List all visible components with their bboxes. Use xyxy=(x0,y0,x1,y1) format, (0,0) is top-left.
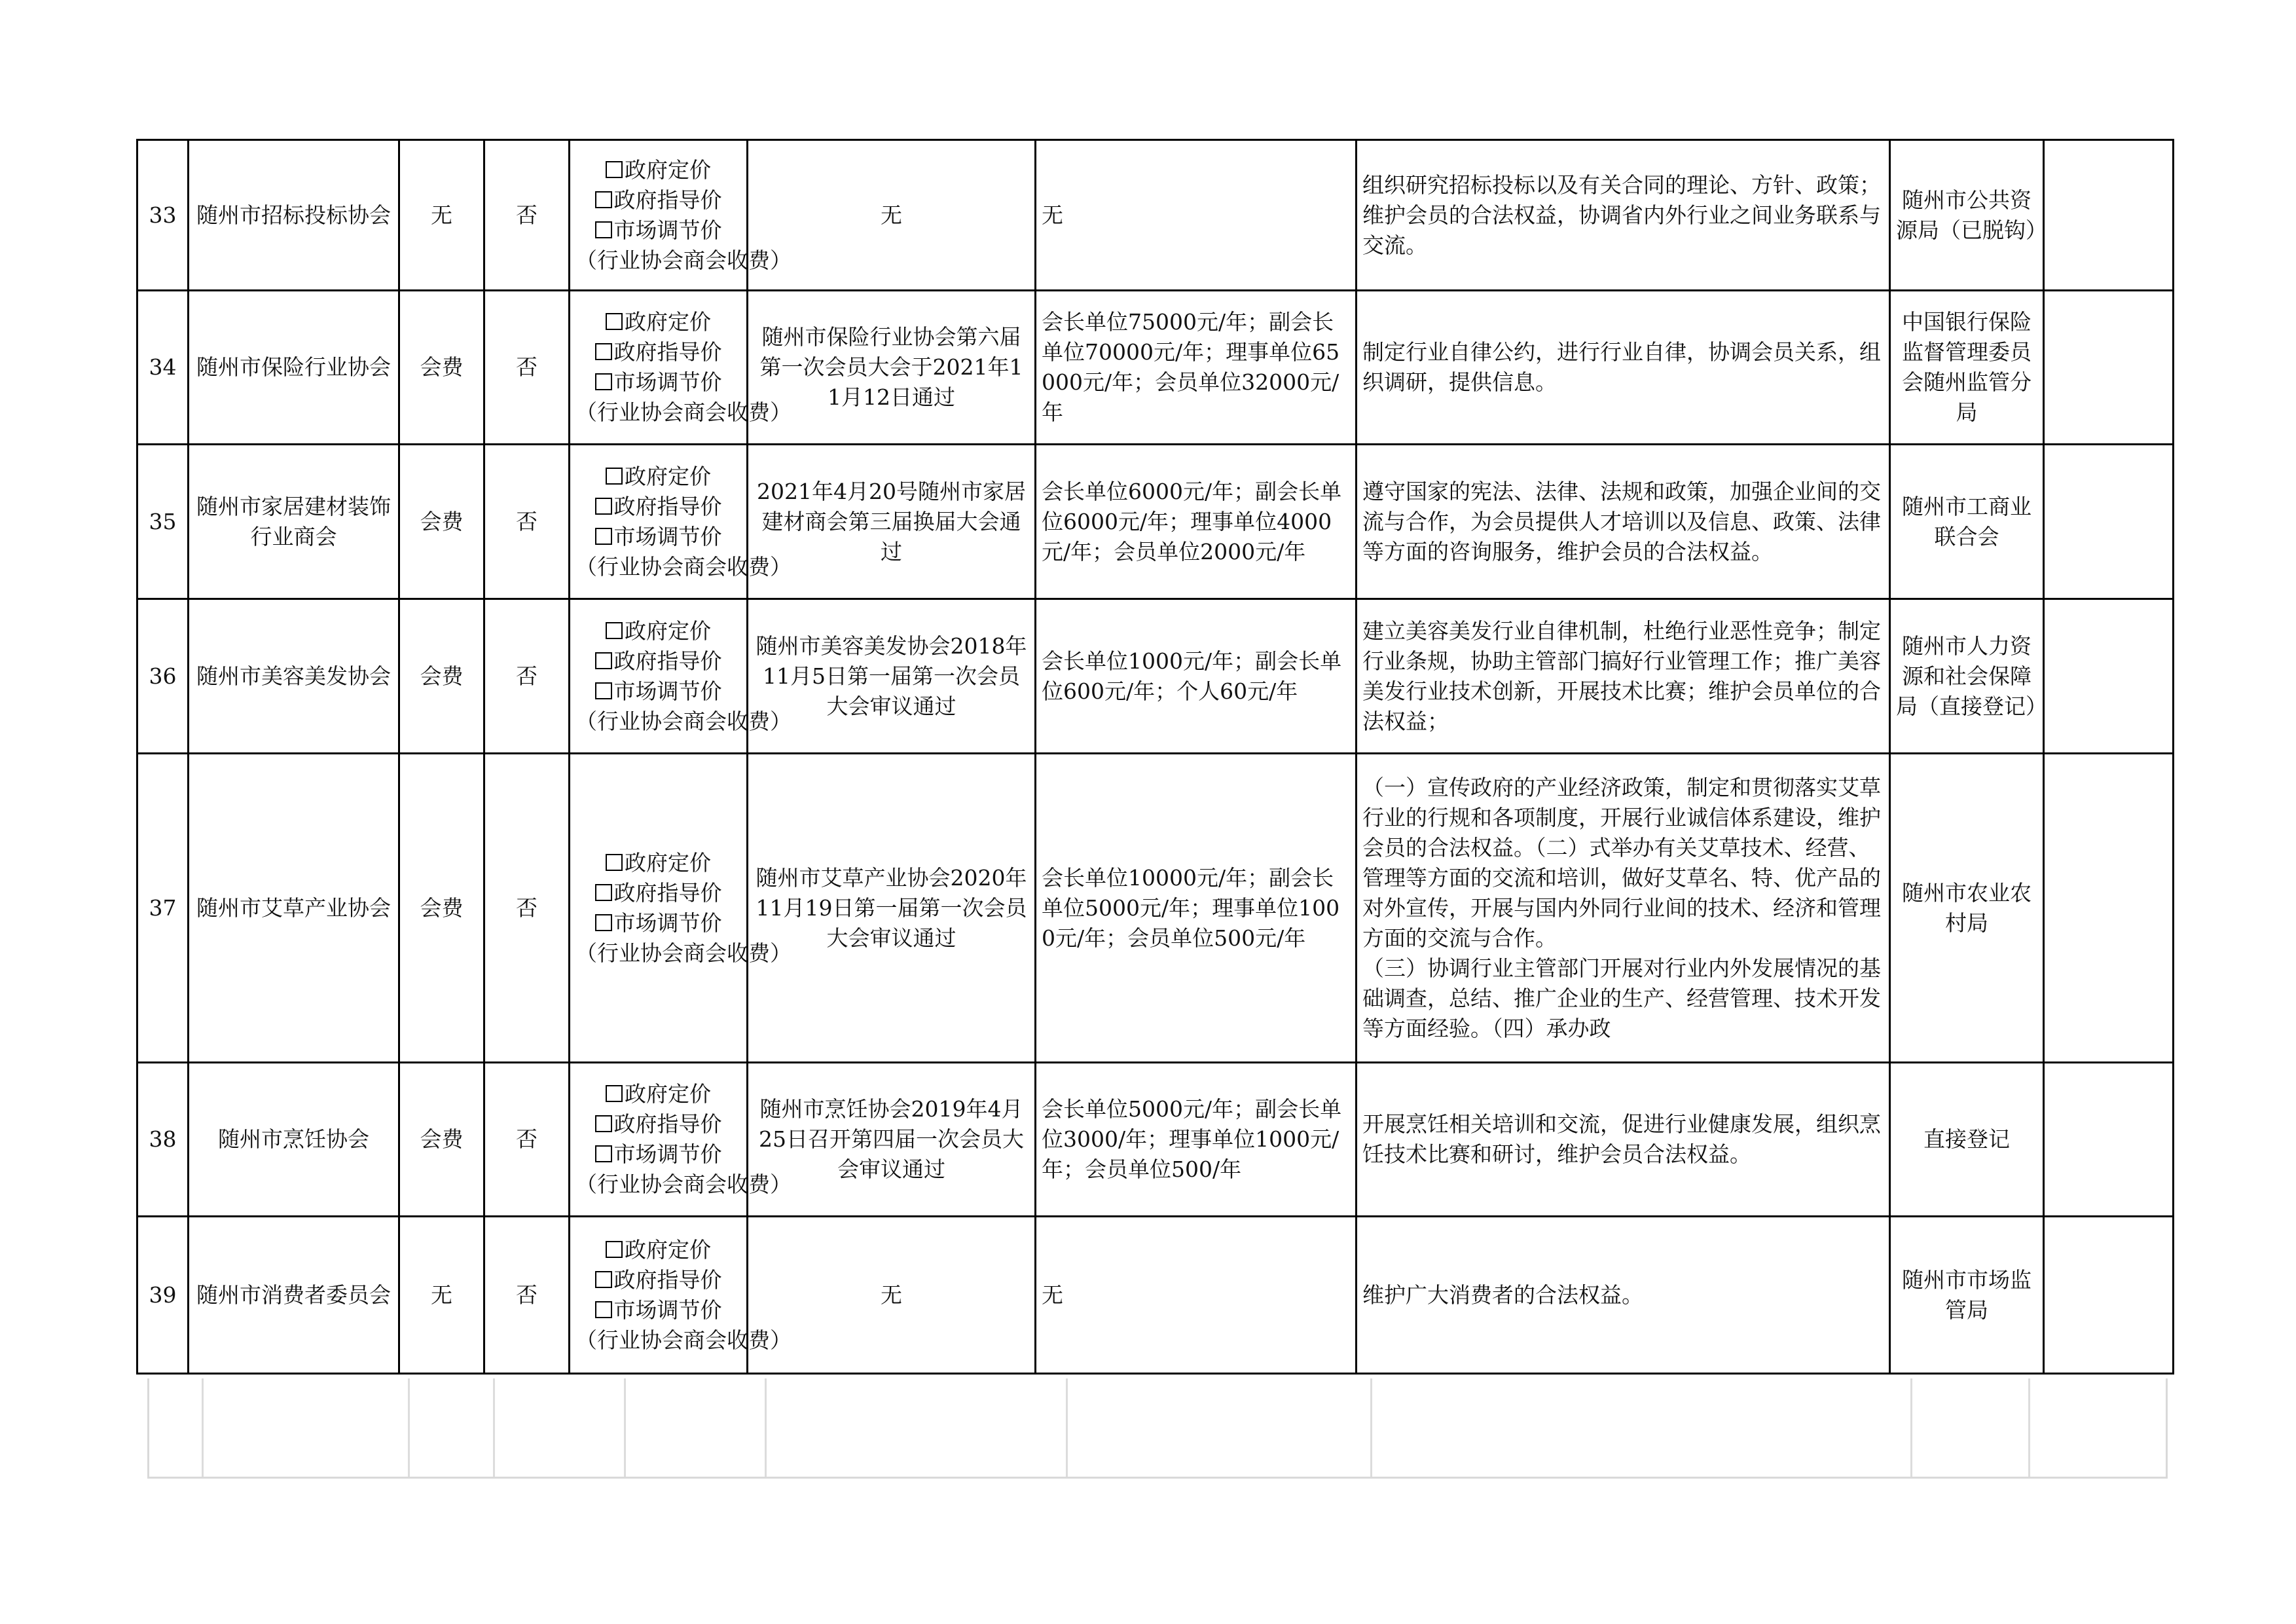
pricing-option-row: 政府定价 xyxy=(575,1079,741,1109)
row-number: 33 xyxy=(137,140,189,291)
fee-item: 会费 xyxy=(399,754,484,1063)
pricing-option-row: 政府定价 xyxy=(575,1235,741,1265)
pricing-option-row: 政府指导价 xyxy=(575,492,741,522)
remarks xyxy=(2044,1063,2174,1217)
service-content: （一）宣传政府的产业经济政策，制定和贯彻落实艾草行业的行规和各项制度，开展行业诚信体系建设，维护会员的合法权益。（二）式举办有关艾草技术、经营、管理等方面的交流和培训，做好艾草名、特、优产品的对外宣传，开展与国内外同行业间的技术、经济和管理方面的交流与合作。 （三）协调行业主管部门开展对行业内外发展情况的基础调查，总结、推广企业的生产、经营管理、技术开发等方面经验。（四）承办政 xyxy=(1357,754,1890,1063)
supervisor-unit: 直接登记 xyxy=(1890,1063,2044,1217)
fee-standard: 会长单位5000元/年；副会长单位3000/年；理事单位1000元/年；会员单位500/年 xyxy=(1036,1063,1357,1217)
fee-standard: 无 xyxy=(1036,140,1357,291)
checkbox-icon xyxy=(595,1145,612,1162)
checkbox-icon xyxy=(595,1115,612,1132)
fee-standard: 会长单位10000元/年；副会长单位5000元/年；理事单位1000元/年；会员单位500元/年 xyxy=(1036,754,1357,1063)
admin-license: 否 xyxy=(484,754,570,1063)
checkbox-icon xyxy=(595,652,612,669)
pricing-option-row: 政府指导价 xyxy=(575,1109,741,1139)
fee-basis: 无 xyxy=(748,1217,1036,1374)
checkbox-icon xyxy=(595,884,612,901)
association-name: 随州市美容美发协会 xyxy=(189,599,399,754)
table-row xyxy=(137,140,2174,291)
checkbox-icon xyxy=(606,161,623,178)
fee-basis: 随州市烹饪协会2019年4月25日召开第四届一次会员大会审议通过 xyxy=(748,1063,1036,1217)
row-number: 38 xyxy=(137,1063,189,1217)
supervisor-unit: 随州市农业农村局 xyxy=(1890,754,2044,1063)
association-fee-table xyxy=(136,139,2174,1375)
fee-item: 无 xyxy=(399,1217,484,1374)
pricing-option-row: 市场调节价 xyxy=(575,1295,741,1325)
pricing-option-row: 政府定价 xyxy=(575,462,741,492)
pricing-options xyxy=(570,1063,792,1217)
remarks xyxy=(2044,291,2174,445)
remarks xyxy=(2044,140,2174,291)
admin-license: 否 xyxy=(484,445,570,599)
fee-basis: 随州市美容美发协会2018年11月5日第一届第一次会员大会审议通过 xyxy=(748,599,1036,754)
fee-standard: 无 xyxy=(1036,1217,1357,1374)
fee-basis: 随州市艾草产业协会2020年11月19日第一届第一次会员大会审议通过 xyxy=(748,754,1036,1063)
table-row xyxy=(137,754,2174,1063)
fee-basis: 随州市保险行业协会第六届第一次会员大会于2021年11月12日通过 xyxy=(748,291,1036,445)
pricing-note: （行业协会商会收费） xyxy=(575,940,792,966)
pricing-options xyxy=(570,445,792,599)
pricing-option-row: 市场调节价 xyxy=(575,1139,741,1170)
pricing-option-row: 政府指导价 xyxy=(575,337,741,367)
table-row xyxy=(137,1063,2174,1217)
checkbox-icon xyxy=(606,1085,623,1102)
pricing-note: （行业协会商会收费） xyxy=(575,247,792,273)
supervisor-unit: 随州市工商业联合会 xyxy=(1890,445,2044,599)
supervisor-unit: 随州市公共资源局（已脱钩） xyxy=(1890,140,2044,291)
row-number: 34 xyxy=(137,291,189,445)
row-number: 35 xyxy=(137,445,189,599)
row-number: 36 xyxy=(137,599,189,754)
show-through-ghost-lines xyxy=(147,1378,2168,1479)
admin-license: 否 xyxy=(484,140,570,291)
association-name: 随州市保险行业协会 xyxy=(189,291,399,445)
fee-standard: 会长单位75000元/年；副会长单位70000元/年；理事单位65000元/年；会员单位32000元/年 xyxy=(1036,291,1357,445)
pricing-options xyxy=(570,140,792,291)
fee-basis: 无 xyxy=(748,140,1036,291)
pricing-option-row: 市场调节价 xyxy=(575,908,741,938)
table-row xyxy=(137,599,2174,754)
pricing-note: （行业协会商会收费） xyxy=(575,553,792,580)
checkbox-icon xyxy=(595,343,612,360)
fee-item: 会费 xyxy=(399,599,484,754)
pricing-note: （行业协会商会收费） xyxy=(575,1327,792,1353)
service-content: 制定行业自律公约，进行行业自律，协调会员关系，组织调研，提供信息。 xyxy=(1357,291,1890,445)
checkbox-icon xyxy=(606,854,623,871)
table-row xyxy=(137,1217,2174,1374)
checkbox-icon xyxy=(595,528,612,545)
service-content-continued: （三）协调行业主管部门开展对行业内外发展情况的基础调查，总结、推广企业的生产、经营管理、技术开发等方面经验。（四）承办政 xyxy=(1362,955,1881,1041)
checkbox-icon xyxy=(595,682,612,699)
pricing-options xyxy=(570,754,792,1063)
fee-item: 会费 xyxy=(399,291,484,445)
checkbox-icon xyxy=(606,622,623,639)
pricing-option-row: 市场调节价 xyxy=(575,367,741,397)
pricing-option-row: 政府指导价 xyxy=(575,185,741,215)
fee-item: 会费 xyxy=(399,1063,484,1217)
pricing-option-row: 政府指导价 xyxy=(575,646,741,676)
service-content: 遵守国家的宪法、法律、法规和政策，加强企业间的交流与合作，为会员提供人才培训以及信息、政策、法律等方面的咨询服务，维护会员的合法权益。 xyxy=(1357,445,1890,599)
pricing-option-row: 政府定价 xyxy=(575,155,741,185)
association-name: 随州市烹饪协会 xyxy=(189,1063,399,1217)
supervisor-unit: 随州市人力资源和社会保障局（直接登记） xyxy=(1890,599,2044,754)
row-number: 37 xyxy=(137,754,189,1063)
checkbox-icon xyxy=(606,468,623,485)
association-name: 随州市家居建材装饰行业商会 xyxy=(189,445,399,599)
pricing-note: （行业协会商会收费） xyxy=(575,708,792,734)
pricing-option-row: 市场调节价 xyxy=(575,215,741,246)
checkbox-icon xyxy=(595,1301,612,1318)
pricing-option-row: 政府定价 xyxy=(575,307,741,337)
checkbox-icon xyxy=(595,914,612,931)
admin-license: 否 xyxy=(484,291,570,445)
remarks xyxy=(2044,1217,2174,1374)
table-row xyxy=(137,445,2174,599)
fee-item: 会费 xyxy=(399,445,484,599)
remarks xyxy=(2044,599,2174,754)
remarks xyxy=(2044,445,2174,599)
pricing-options xyxy=(570,599,792,754)
pricing-option-row: 政府定价 xyxy=(575,616,741,646)
pricing-option-row: 政府指导价 xyxy=(575,878,741,908)
checkbox-icon xyxy=(606,1241,623,1258)
admin-license: 否 xyxy=(484,1063,570,1217)
supervisor-unit: 中国银行保险监督管理委员会随州监管分局 xyxy=(1890,291,2044,445)
row-number: 39 xyxy=(137,1217,189,1374)
pricing-note: （行业协会商会收费） xyxy=(575,1172,792,1197)
association-name: 随州市艾草产业协会 xyxy=(189,754,399,1063)
service-content: 开展烹饪相关培训和交流，促进行业健康发展，组织烹饪技术比赛和研讨，维护会员合法权益。 xyxy=(1357,1063,1890,1217)
pricing-note: （行业协会商会收费） xyxy=(575,399,792,425)
fee-basis: 2021年4月20号随州市家居建材商会第三届换届大会通过 xyxy=(748,445,1036,599)
checkbox-icon xyxy=(595,191,612,208)
checkbox-icon xyxy=(595,498,612,515)
service-content: 建立美容美发行业自律机制，杜绝行业恶性竞争；制定行业条规，协助主管部门搞好行业管理工作；推广美容美发行业技术创新，开展技术比赛；维护会员单位的合法权益； xyxy=(1357,599,1890,754)
association-name: 随州市消费者委员会 xyxy=(189,1217,399,1374)
association-name: 随州市招标投标协会 xyxy=(189,140,399,291)
pricing-option-row: 政府指导价 xyxy=(575,1265,741,1295)
checkbox-icon xyxy=(595,373,612,390)
service-content: 维护广大消费者的合法权益。 xyxy=(1357,1217,1890,1374)
pricing-option-row: 政府定价 xyxy=(575,848,741,878)
pricing-option-row: 市场调节价 xyxy=(575,522,741,552)
fee-standard: 会长单位1000元/年；副会长单位600元/年；个人60元/年 xyxy=(1036,599,1357,754)
table-row xyxy=(137,291,2174,445)
pricing-option-row: 市场调节价 xyxy=(575,676,741,707)
supervisor-unit: 随州市市场监管局 xyxy=(1890,1217,2044,1374)
remarks xyxy=(2044,754,2174,1063)
checkbox-icon xyxy=(595,221,612,238)
checkbox-icon xyxy=(595,1271,612,1288)
admin-license: 否 xyxy=(484,599,570,754)
service-content: 组织研究招标投标以及有关合同的理论、方针、政策；维护会员的合法权益，协调省内外行业之间业务联系与交流。 xyxy=(1357,140,1890,291)
fee-item: 无 xyxy=(399,140,484,291)
pricing-options xyxy=(570,291,792,445)
admin-license: 否 xyxy=(484,1217,570,1374)
checkbox-icon xyxy=(606,313,623,330)
pricing-options xyxy=(570,1217,792,1374)
fee-standard: 会长单位6000元/年；副会长单位6000元/年；理事单位4000元/年；会员单位2000元/年 xyxy=(1036,445,1357,599)
